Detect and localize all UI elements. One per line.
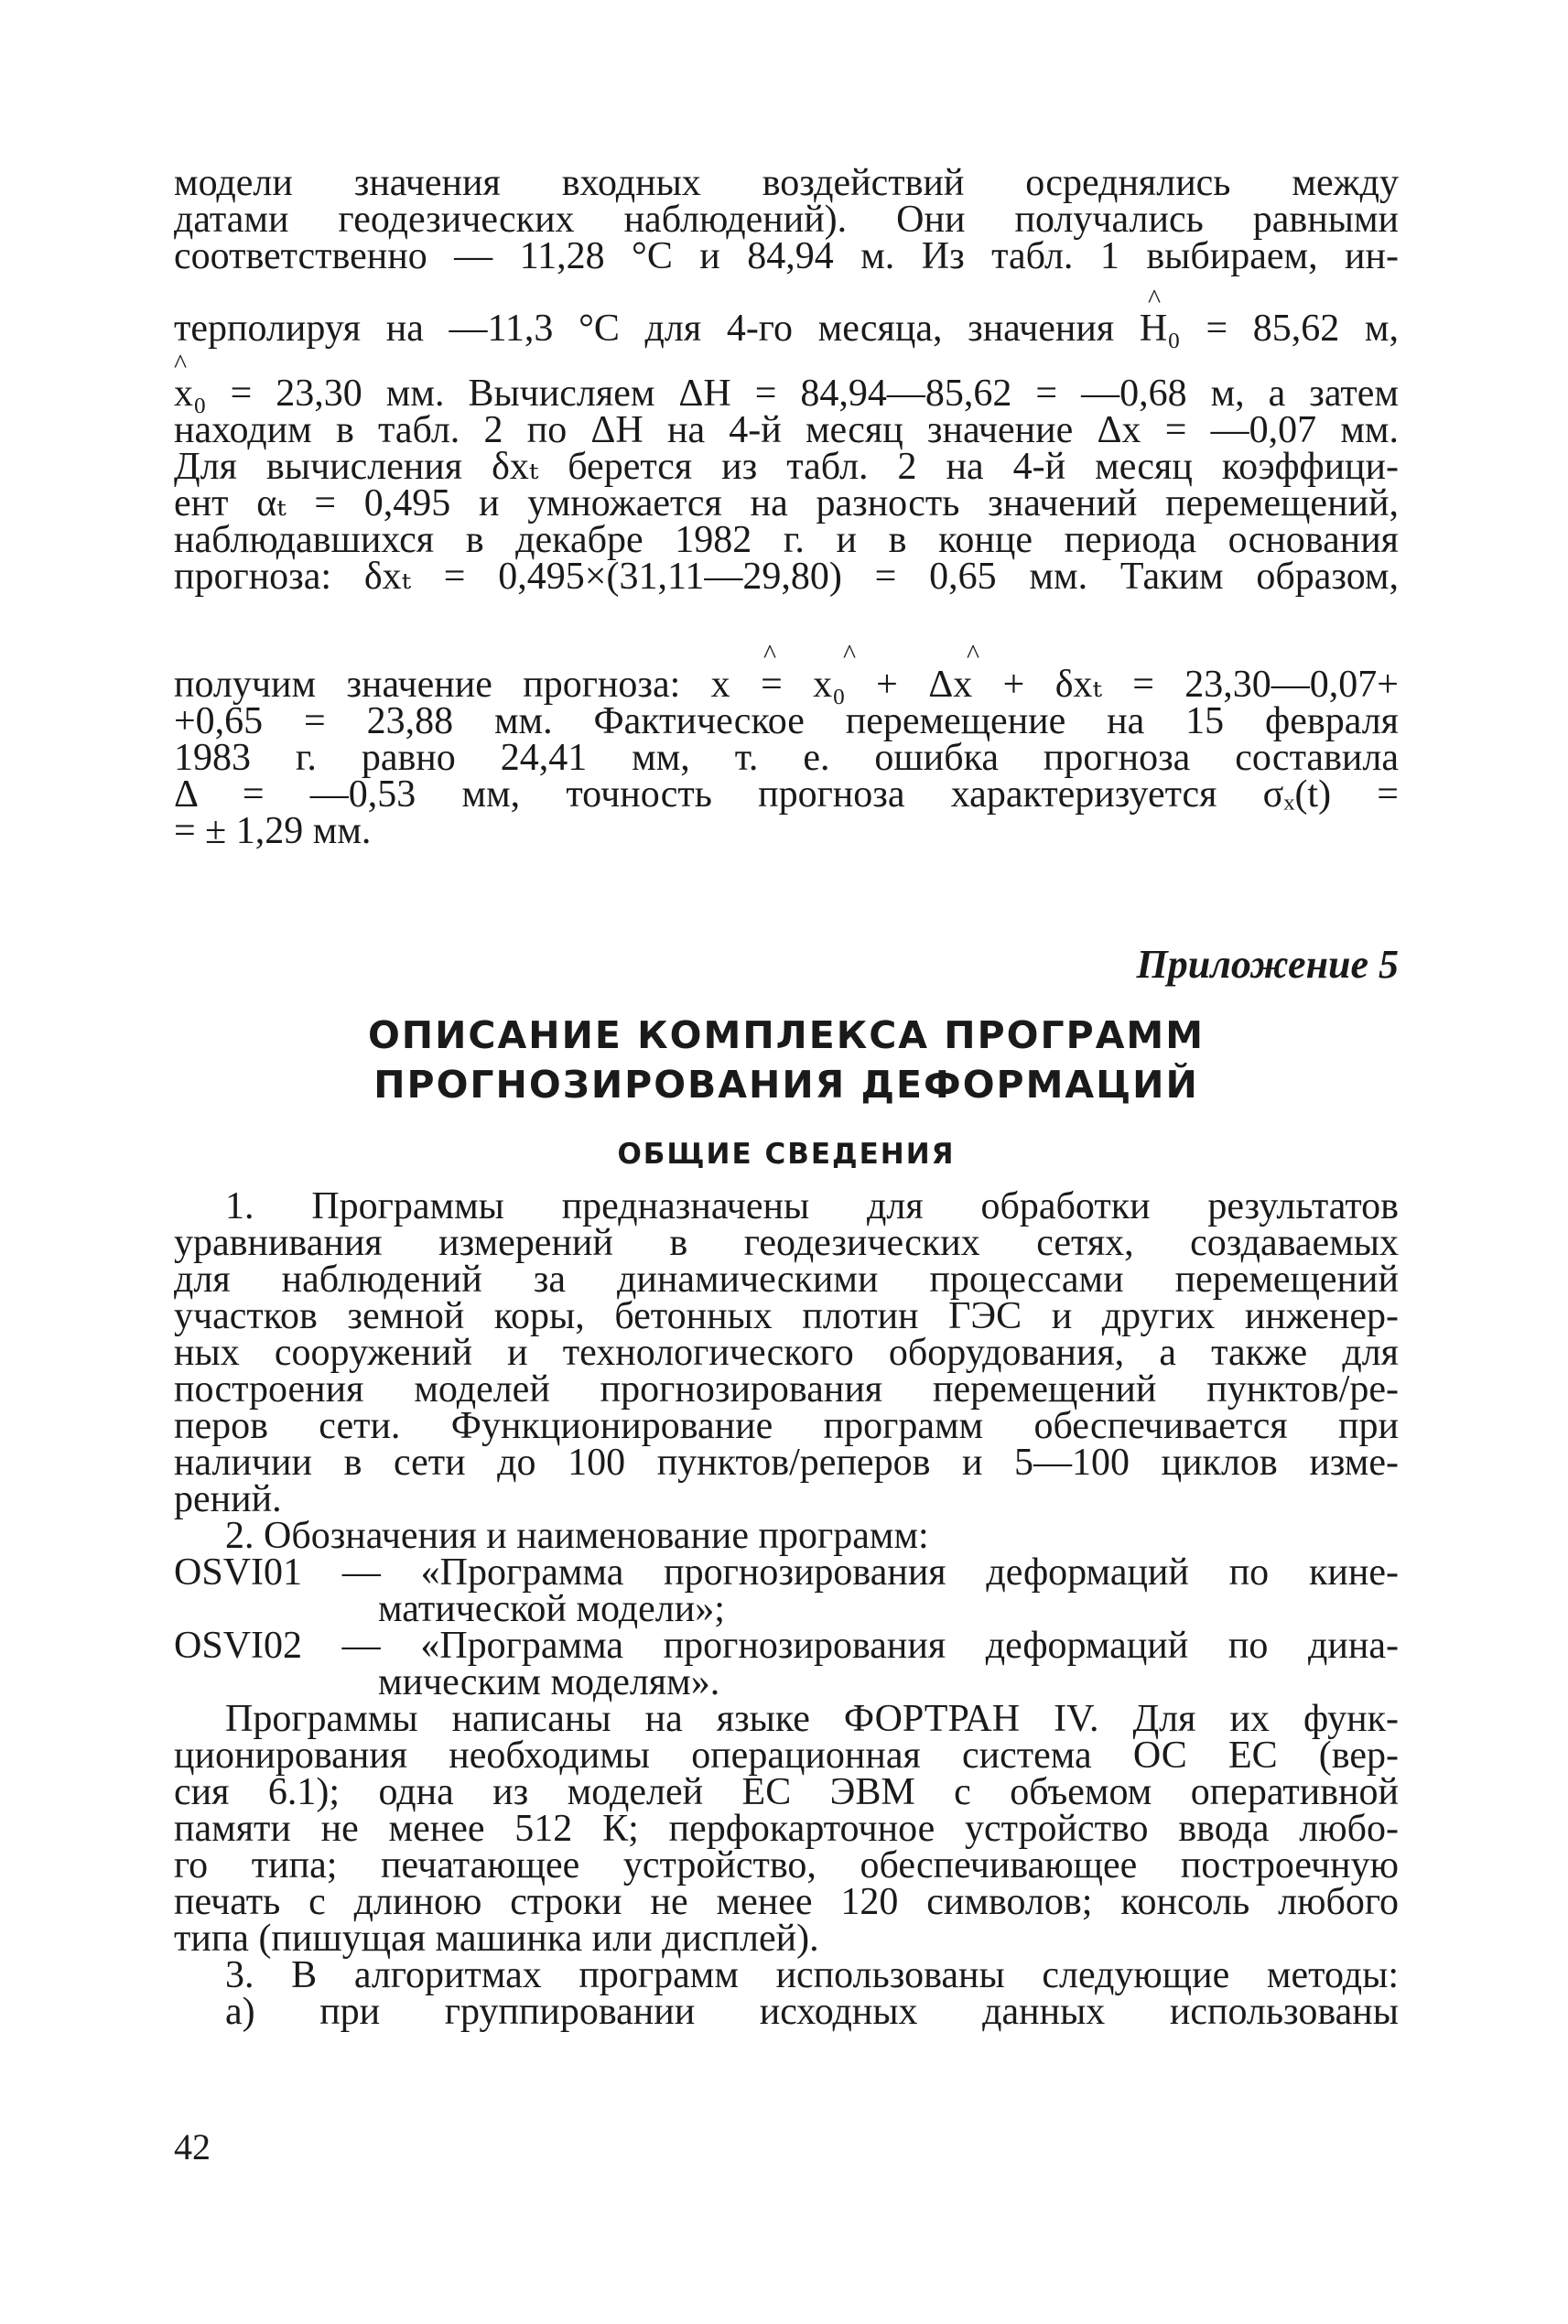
title-line: ОПИСАНИЕ КОМПЛЕКСА ПРОГРАММ <box>367 1013 1206 1057</box>
worked-example-paragraph <box>174 162 1399 277</box>
text-line: OSVI01 — «Программа прогнозирования деформаций по кине- <box>174 1551 1399 1594</box>
text-line: ент αₜ = 0,495 и умножается на разность значений перемещений, <box>174 482 1399 524</box>
text-line: Программы написаны на языке ФОРТРАН IV. Для их функ- <box>225 1698 1399 1740</box>
worked-example-paragraph-cont <box>174 373 1399 598</box>
hat-mark: ^ <box>967 639 980 669</box>
worked-example-paragraph-cont <box>174 308 1399 350</box>
text-line: датами геодезических наблюдений). Они получались равными <box>174 199 1399 241</box>
text-line: модели значения входных воздействий осреднялись между <box>174 162 1399 204</box>
text-line: наличии в сети до 100 пунктов/реперов и 5—100 циклов изме- <box>174 1442 1399 1484</box>
text-line: 1983 г. равно 24,41 мм, т. е. ошибка прогноза составила <box>174 737 1399 779</box>
text-line: мическим моделям». <box>378 1661 720 1703</box>
text-line: построения моделей прогнозирования перемещений пунктов/ре- <box>174 1368 1399 1411</box>
text-line: Δ = —0,53 мм, точность прогноза характеризуется σₓ(t) = <box>174 773 1399 816</box>
text-line: 1. Программы предназначены для обработки результатов <box>225 1185 1399 1227</box>
appendix-label: Приложение 5 <box>1136 942 1399 987</box>
text-line: прогноза: δxₜ = 0,495×(31,11—29,80) = 0,65 мм. Таким образом, <box>174 556 1399 598</box>
text-line: ционирования необходимы операционная система ОС ЕС (вер- <box>174 1735 1399 1777</box>
text-line: а) при группировании исходных данных использованы <box>225 1991 1399 2033</box>
text-line: типа (пишущая машинка или дисплей). <box>174 1918 819 1960</box>
text-line: перов сети. Функционирование программ обеспечивается при <box>174 1405 1399 1447</box>
title-line: ПРОГНОЗИРОВАНИЯ ДЕФОРМАЦИЙ <box>373 1063 1199 1107</box>
text-line: терполируя на —11,3 °С для 4-го месяца, значения H₀ = 85,62 м, <box>174 308 1399 350</box>
text-line: матической модели»; <box>378 1588 725 1630</box>
section-heading: ОБЩИЕ СВЕДЕНИЯ <box>617 1138 956 1171</box>
text-line: OSVI02 — «Программа прогнозирования деформаций по дина- <box>174 1625 1399 1667</box>
text-line: рений. <box>174 1478 282 1520</box>
text-line: 2. Обозначения и наименование программ: <box>225 1515 929 1557</box>
programs-description <box>174 1185 1399 2033</box>
hat-mark: ^ <box>843 639 857 669</box>
text-line: уравнивания измерений в геодезических сетях, создаваемых <box>174 1222 1399 1264</box>
text-line: +0,65 = 23,88 мм. Фактическое перемещение на 15 февраля <box>174 700 1399 742</box>
text-line: памяти не менее 512 К; перфокарточное устройство ввода любо- <box>174 1808 1399 1850</box>
hat-mark: ^ <box>763 639 777 669</box>
text-line: Для вычисления δxₜ берется из табл. 2 на 4-й месяц коэффици- <box>174 446 1399 488</box>
text-line: для наблюдений за динамическими процессами перемещений <box>174 1259 1399 1301</box>
section-title <box>174 1011 1399 1109</box>
text-line: x₀ = 23,30 мм. Вычисляем ΔH = 84,94—85,62 = —0,68 м, а затем <box>174 373 1399 415</box>
text-line: 3. В алгоритмах программ использованы следующие методы: <box>225 1954 1399 1996</box>
text-line: го типа; печатающее устройство, обеспечивающее построечную <box>174 1844 1399 1886</box>
text-line: сия 6.1); одна из моделей ЕС ЭВМ с объемом оперативной <box>174 1771 1399 1813</box>
text-line: участков земной коры, бетонных плотин ГЭС и других инженер- <box>174 1295 1399 1337</box>
text-line: наблюдавшихся в декабре 1982 г. и в конце периода основания <box>174 519 1399 561</box>
hat-mark: ^ <box>1148 284 1162 314</box>
page-number: 42 <box>174 2126 211 2167</box>
text-line: получим значение прогноза: x = x₀ + Δx + δxₜ = 23,30—0,07+ <box>174 664 1399 706</box>
hat-mark: ^ <box>174 349 188 379</box>
worked-example-paragraph-cont <box>174 664 1399 852</box>
text-line: = ± 1,29 мм. <box>174 810 372 852</box>
text-line: находим в табл. 2 по ΔH на 4-й месяц значение Δx = —0,07 мм. <box>174 409 1399 451</box>
text-line: ных сооружений и технологического оборудования, а также для <box>174 1332 1399 1374</box>
text-line: печать с длиною строки не менее 120 символов; консоль любого <box>174 1881 1399 1923</box>
text-line: соответственно — 11,28 °С и 84,94 м. Из табл. 1 выбираем, ин- <box>174 235 1399 277</box>
